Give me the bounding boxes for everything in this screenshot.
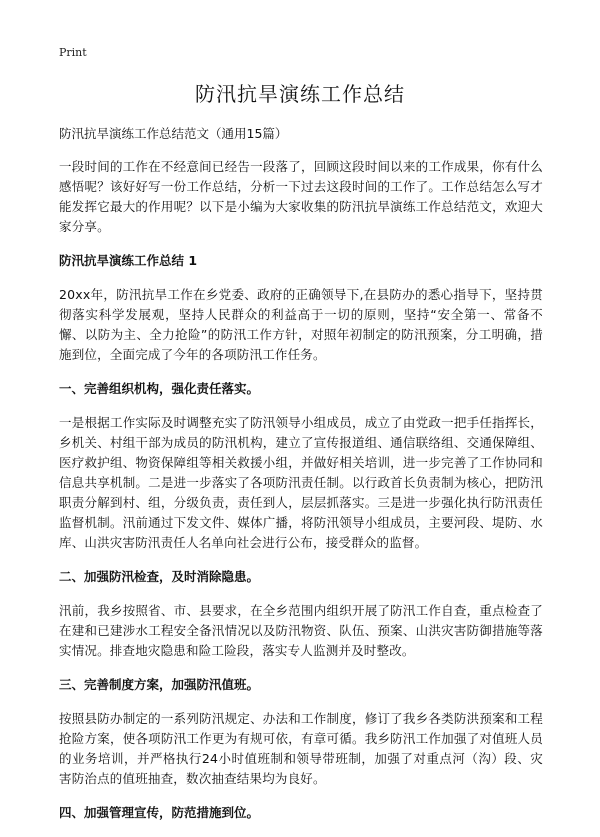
print-link[interactable]: Print xyxy=(59,46,87,59)
part-2-paragraph: 汛前，我乡按照省、市、县要求，在全乡范围内组织开展了防汛工作自查，重点检查了在建和已建涉水工程安全备汛情况以及防汛物资、队伍、预案、山洪灾害防御措施等落实情况。排查地灾隐患和险工险段，落实专人监测并及时整改。 xyxy=(59,603,543,658)
intro-paragraph: 一段时间的工作在不经意间已经告一段落了，回顾这段时间以来的工作成果，你有什么感悟呢？该好好写一份工作总结，分析一下过去这段时间的工作了。工作总结怎么写才能发挥它最大的作用呢？以下是小编为大家收集的防汛抗旱演练工作总结范文，欢迎大家分享。 xyxy=(59,159,543,234)
part-2-heading: 二、加强防汛检查，及时消除隐患。 xyxy=(59,569,260,584)
part-3-heading: 三、完善制度方案，加强防汛值班。 xyxy=(59,677,260,692)
document-body xyxy=(59,124,543,837)
page-title: 防汛抗旱演练工作总结 xyxy=(195,82,405,106)
part-3-paragraph: 按照县防办制定的一系列防汛规定、办法和工作制度，修订了我乡各类防洪预案和工程抢险方案，使各项防汛工作更为有规可依，有章可循。我乡防汛工作加强了对值班人员的业务培训，并严格执行24小时值班制和领导带班制，加强了对重点河（沟）段、灾害防治点的值班抽查，数次抽查结果均为良好。 xyxy=(59,711,543,786)
document-subtitle: 防汛抗旱演练工作总结范文（通用15篇） xyxy=(59,126,288,141)
part-1-paragraph: 一是根据工作实际及时调整充实了防汛领导小组成员，成立了由党政一把手任指挥长，乡机关、村组干部为成员的防汛机构，建立了宣传报道组、通信联络组、交通保障组、医疗救护组、物资保障组等相关救援小组，并做好相关培训，进一步完善了工作协同和信息共享机制。二是进一步落实了各项防汛责任制。以行政首长负责制为核心，把防汛职责分解到村、组，分级负责，责任到人，层层抓落实。三是进一步强化执行防汛责任监督机制。汛前通过下发文件、媒体广播，将防汛领导小组成员，主要河段、堤防、水库、山洪灾害防汛责任人名单向社会进行公布，接受群众的监督。 xyxy=(59,415,543,550)
part-4-heading: 四、加强管理宣传，防范措施到位。 xyxy=(59,805,260,820)
section-title: 防汛抗旱演练工作总结 1 xyxy=(59,253,198,268)
part-1-heading: 一、完善组织机构，强化责任落实。 xyxy=(59,381,260,396)
section-intro-paragraph: 20xx年，防汛抗旱工作在乡党委、政府的正确领导下,在县防办的悉心指导下，坚持贯彻落实科学发展观，坚持人民群众的利益高于一切的原则，坚持“安全第一、常备不懈、以防为主、全力抢险”的防汛工作方针，对照年初制定的防汛预案，分工明确，措施到位，全面完成了今年的各项防汛工作任务。 xyxy=(59,287,543,362)
